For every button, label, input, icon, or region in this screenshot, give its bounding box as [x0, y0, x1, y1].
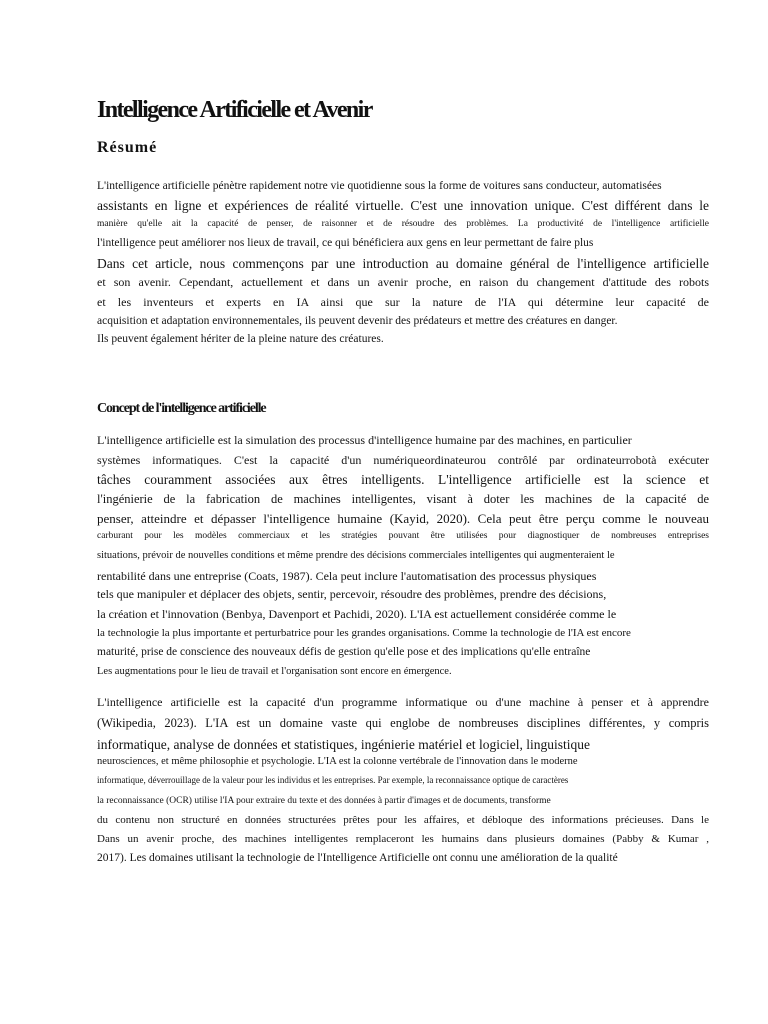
abstract-heading: Résumé — [97, 139, 158, 156]
document-title: Intelligence Artificielle et Avenir — [97, 97, 372, 123]
abstract-line: assistants en ligne et expériences de réalité virtuelle. C'est une innovation unique. C'est différent dans le — [97, 198, 709, 213]
paragraph-line: informatique, déverrouillage de la valeur pour les individus et les entreprises. Par exemple, la reconnaissance optique de caractères — [97, 775, 569, 785]
paragraph-line: (Wikipedia, 2023). L'IA est un domaine vaste qui englobe de nombreuses disciplines différentes, y compris — [97, 716, 709, 730]
abstract-line: L'intelligence artificielle pénètre rapidement notre vie quotidienne sous la forme de voitures sans conducteur, automatisées — [97, 180, 662, 192]
paragraph-line: 2017). Les domaines utilisant la technologie de l'Intelligence Artificielle ont connu une amélioration de la qualité — [97, 852, 618, 864]
paragraph-line: tâches couramment associées aux êtres intelligents. L'intelligence artificielle est la science et — [97, 472, 709, 487]
abstract-line: et son avenir. Cependant, actuellement et dans un avenir proche, en raison du changement d'attitude des robots — [97, 275, 709, 289]
paragraph-line: du contenu non structuré en données structurées prêtes pour les affaires, et débloque des informations précieuses. Dans le — [97, 814, 709, 826]
abstract-line: l'intelligence peut améliorer nos lieux de travail, ce qui bénéficiera aux gens en leur permettant de faire plus — [97, 237, 594, 249]
paragraph-line: tels que manipuler et déplacer des objets, sentir, percevoir, résoudre des problèmes, prendre des décisions, — [97, 587, 607, 601]
paragraph-line: systèmes informatiques. C'est la capacité d'un numériqueordinateurou contrôlé par ordinateurrobotà exécuter — [97, 453, 709, 467]
paragraph-line: la technologie la plus importante et perturbatrice pour les grandes organisations. Comme la technologie de l'IA est encore — [97, 627, 631, 639]
paragraph-line: situations, prévoir de nouvelles conditions et même prendre des décisions commerciales intelligentes qui augmenteraient le — [97, 550, 615, 561]
paragraph-line: neurosciences, et même philosophie et psychologie. L'IA est la colonne vertébrale de l'innovation dans le moderne — [97, 756, 578, 767]
paragraph-line: carburant pour les modèles commerciaux et les stratégies pouvant être utilisées pour diagnostiquer de nombreuses entreprises — [97, 531, 709, 541]
paragraph-line: la création et l'innovation (Benbya, Davenport et Pachidi, 2020). L'IA est actuellement considérée comme le — [97, 607, 617, 621]
paragraph-line: maturité, prise de conscience des nouveaux défis de gestion qu'elle pose et des implications qu'elle entraîne — [97, 646, 591, 658]
paragraph-line: L'intelligence artificielle est la simulation des processus d'intelligence humaine par des machines, en particulier — [97, 433, 632, 447]
abstract-line: et les inventeurs et experts en IA ainsi que sur la nature de l'IA qui détermine leur capacité de — [97, 295, 709, 309]
paragraph-line: la reconnaissance (OCR) utilise l'IA pour extraire du texte et des données à partir d'images et de documents, transforme — [97, 796, 551, 806]
paragraph-line: penser, atteindre et dépasser l'intelligence humaine (Kayid, 2020). Cela peut être perçu comme le nouveau — [97, 511, 709, 526]
paragraph-line: l'ingénierie de la fabrication de machines intelligentes, visant à doter les machines de la capacité de — [97, 492, 709, 506]
abstract-line: manière qu'elle ait la capacité de penser, de raisonner et de résoudre des problèmes. La productivité de l'intelligence artificielle — [97, 219, 709, 229]
abstract-line: acquisition et adaptation environnementales, ils peuvent devenir des prédateurs et mettre des créatures en danger. — [97, 315, 618, 327]
paragraph-line: informatique, analyse de données et statistiques, ingénierie matériel et logiciel, linguistique — [97, 737, 590, 752]
abstract-line: Ils peuvent également hériter de la pleine nature des créatures. — [97, 333, 384, 345]
paragraph-line: rentabilité dans une entreprise (Coats, 1987). Cela peut inclure l'automatisation des processus physiques — [97, 569, 597, 583]
paragraph-line: Dans un avenir proche, des machines intelligentes remplaceront les humains dans plusieurs domaines (Pabby & Kumar , — [97, 833, 709, 845]
abstract-line: Dans cet article, nous commençons par une introduction au domaine général de l'intelligence artificielle — [97, 256, 709, 271]
section-heading: Concept de l'intelligence artificielle — [97, 401, 266, 416]
paragraph-line: L'intelligence artificielle est la capacité d'un programme informatique ou d'une machine à penser et à apprendre — [97, 695, 709, 709]
paragraph-line: Les augmentations pour le lieu de travail et l'organisation sont encore en émergence. — [97, 666, 452, 677]
